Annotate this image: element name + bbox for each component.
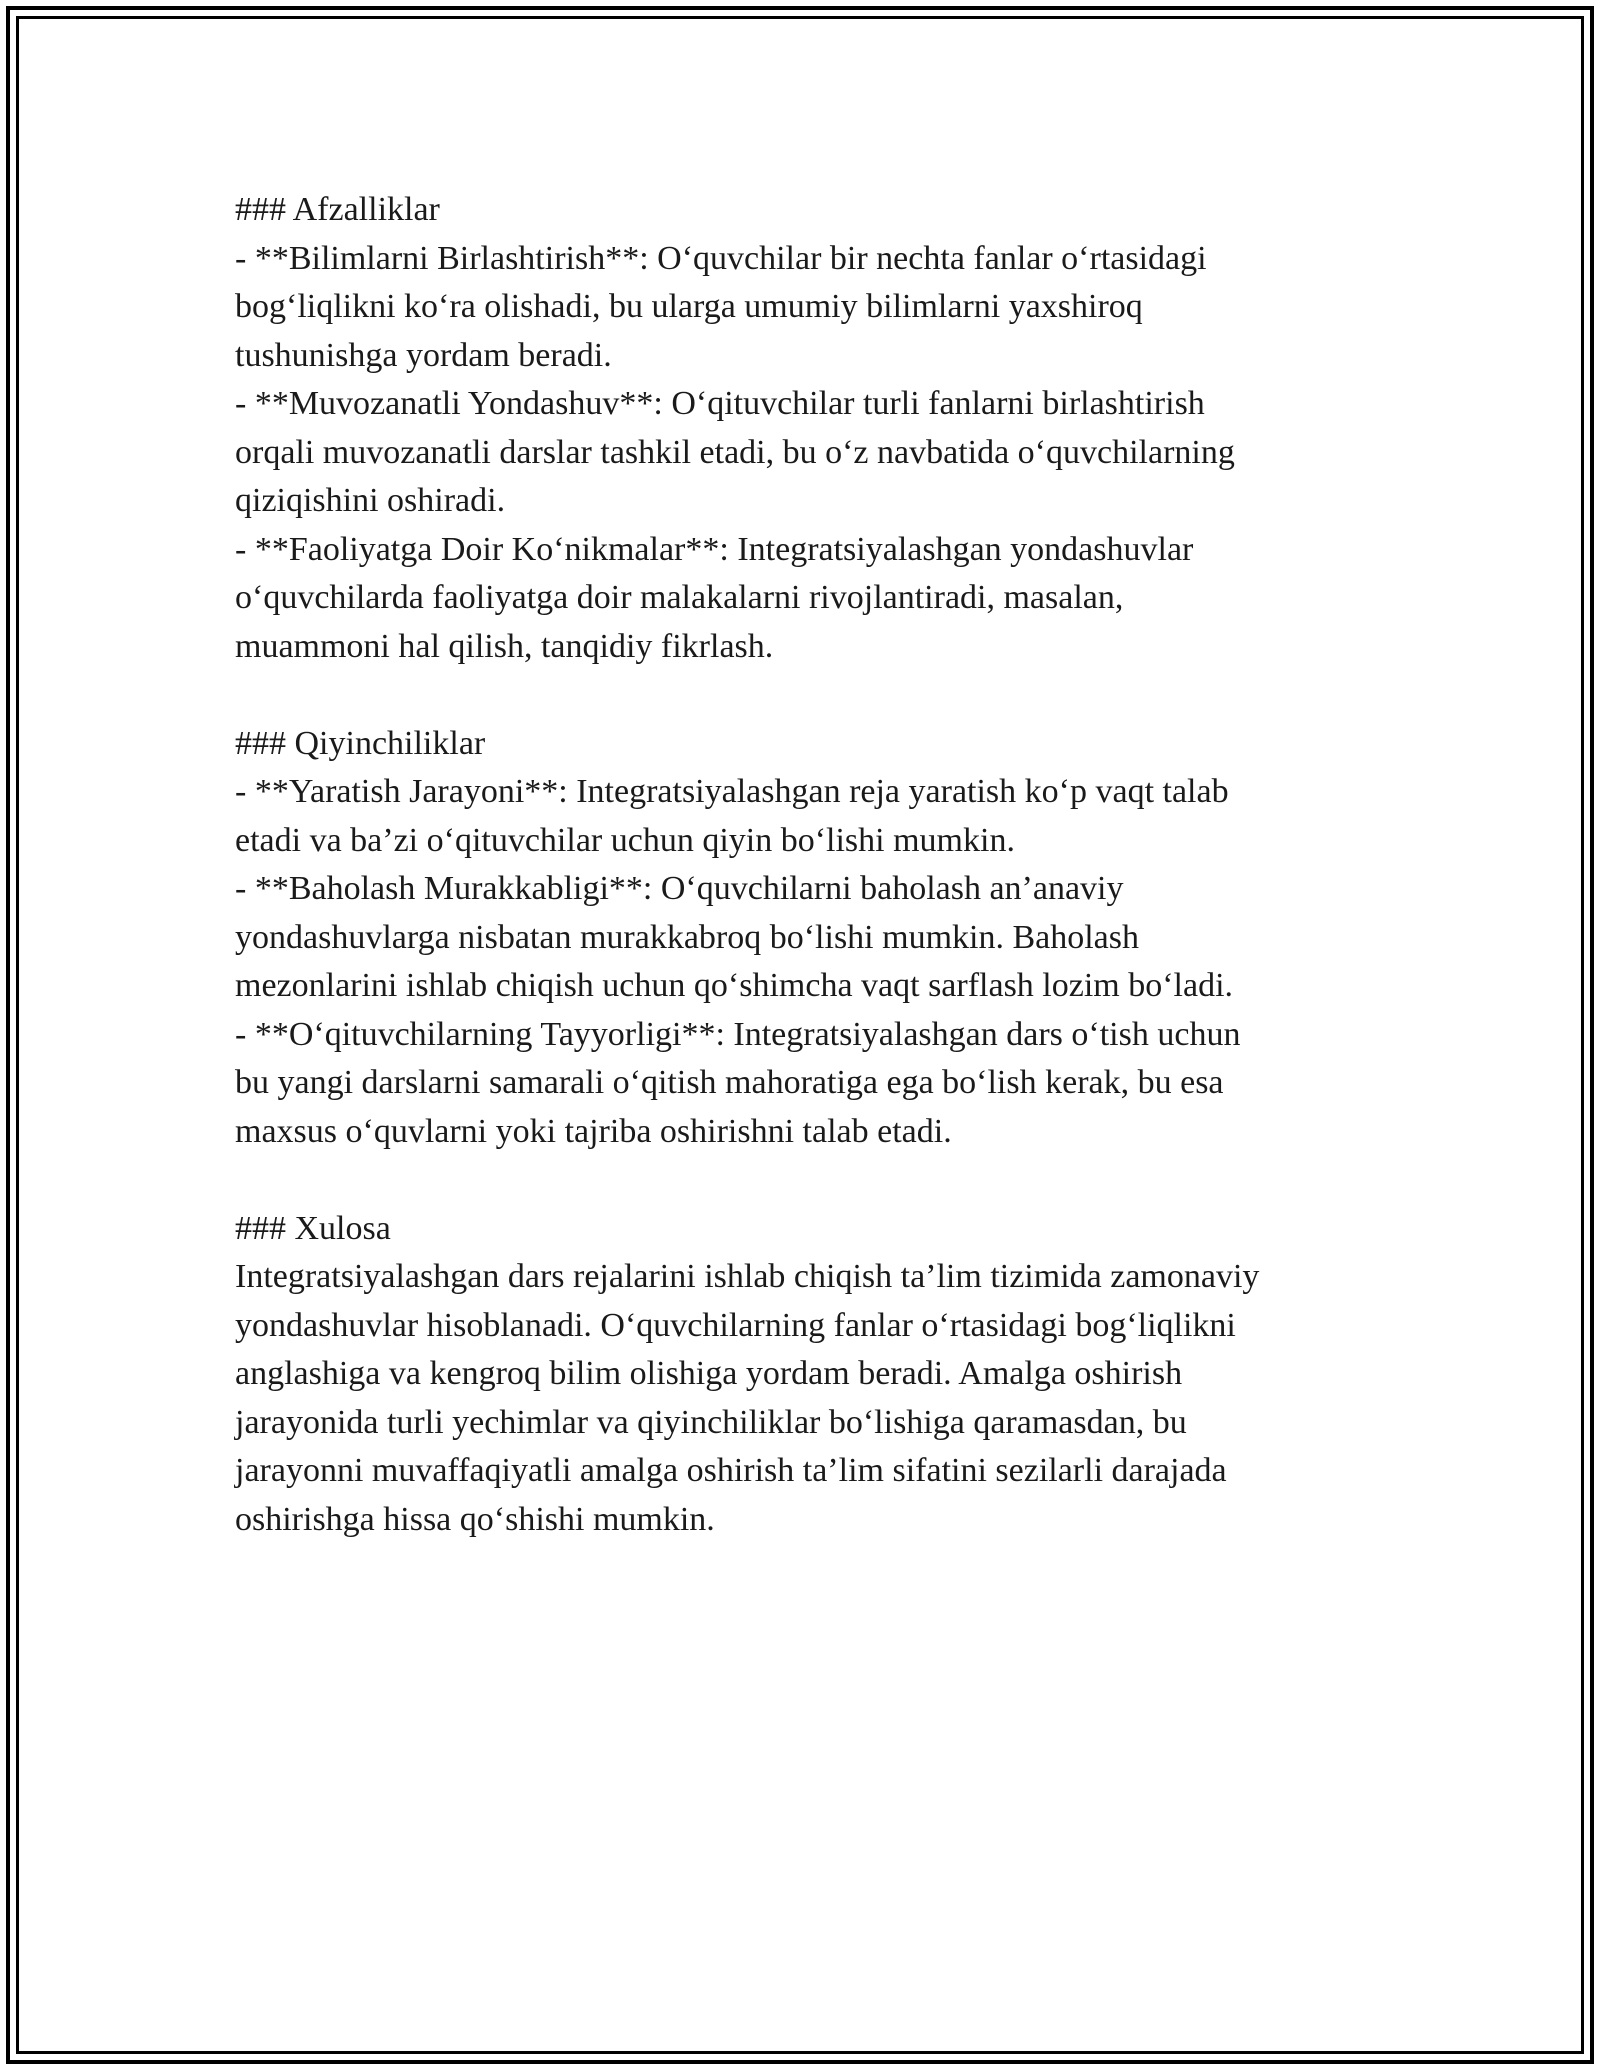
- text-line: bu yangi darslarni samarali o‘qitish mahoratiga ega bo‘lish kerak, bu esa: [235, 1064, 1224, 1101]
- text-line: jarayonni muvaffaqiyatli amalga oshirish ta’lim sifatini sezilarli darajada: [235, 1452, 1227, 1489]
- text-line: muammoni hal qilish, tanqidiy fikrlash.: [235, 627, 774, 665]
- text-line: - **Yaratish Jarayoni**: Integratsiyalashgan reja yaratish ko‘p vaqt talab: [235, 773, 1229, 810]
- text-line: anglashiga va kengroq bilim olishiga yordam beradi. Amalga oshirish: [235, 1355, 1183, 1392]
- section-xulosa: [235, 1205, 1375, 1545]
- text-line: - **Muvozanatli Yondashuv**: O‘qituvchilar turli fanlarni birlashtirish: [235, 385, 1205, 422]
- section-afzalliklar: [235, 186, 1375, 671]
- paragraph-spacer: [235, 671, 1375, 720]
- paragraph-spacer: [235, 1156, 1375, 1205]
- section-heading: ### Xulosa: [235, 1209, 391, 1247]
- text-line: - **O‘qituvchilarning Tayyorligi**: Integratsiyalashgan dars o‘tish uchun: [235, 1015, 1241, 1053]
- section-heading: ### Qiyinchiliklar: [235, 724, 486, 762]
- section-heading: ### Afzalliklar: [235, 191, 440, 228]
- text-line: - **Faoliyatga Doir Ko‘nikmalar**: Integratsiyalashgan yondashuvlar: [235, 530, 1194, 568]
- text-line: yondashuvlar hisoblanadi. O‘quvchilarning fanlar o‘rtasidagi bog‘liqlikni: [235, 1306, 1236, 1344]
- text-line: tushunishga yordam beradi.: [235, 336, 612, 374]
- text-line: - **Bilimlarni Birlashtirish**: O‘quvchilar bir nechta fanlar o‘rtasidagi: [235, 239, 1207, 277]
- text-line: oshirishga hissa qo‘shishi mumkin.: [235, 1500, 715, 1538]
- text-line: jarayonida turli yechimlar va qiyinchiliklar bo‘lishiga qaramasdan, bu: [235, 1403, 1187, 1441]
- text-line: etadi va ba’zi o‘qituvchilar uchun qiyin bo‘lishi mumkin.: [235, 821, 1015, 859]
- document-body: [235, 186, 1375, 1544]
- text-line: o‘quvchilarda faoliyatga doir malakalarni rivojlantiradi, masalan,: [235, 579, 1124, 616]
- text-line: orqali muvozanatli darslar tashkil etadi, bu o‘z navbatida o‘quvchilarning: [235, 433, 1235, 471]
- text-line: mezonlarini ishlab chiqish uchun qo‘shimcha vaqt sarflash lozim bo‘ladi.: [235, 967, 1234, 1004]
- section-qiyinchiliklar: [235, 720, 1375, 1157]
- text-line: bog‘liqlikni ko‘ra olishadi, bu ularga umumiy bilimlarni yaxshiroq: [235, 288, 1143, 325]
- text-line: Integratsiyalashgan dars rejalarini ishlab chiqish ta’lim tizimida zamonaviy: [235, 1258, 1260, 1295]
- text-line: qiziqishini oshiradi.: [235, 482, 506, 519]
- text-line: yondashuvlarga nisbatan murakkabroq bo‘lishi mumkin. Baholash: [235, 918, 1140, 956]
- text-line: - **Baholash Murakkabligi**: O‘quvchilarni baholash an’anaviy: [235, 870, 1124, 907]
- text-line: maxsus o‘quvlarni yoki tajriba oshirishni talab etadi.: [235, 1112, 952, 1150]
